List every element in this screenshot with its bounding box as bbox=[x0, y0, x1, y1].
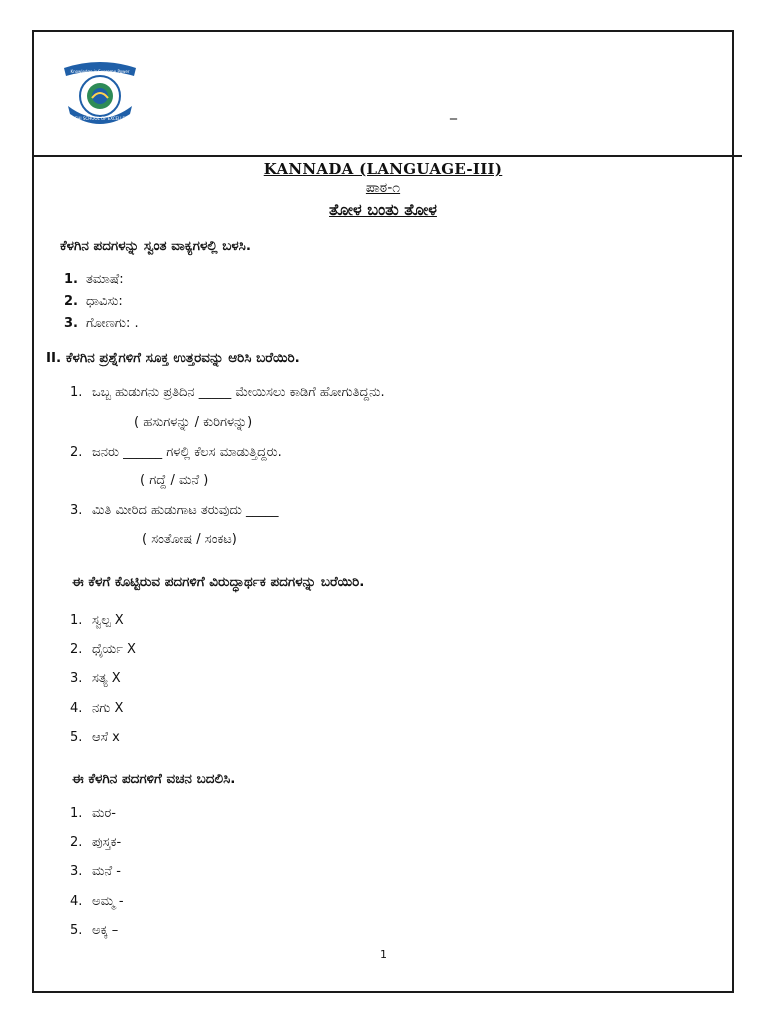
item-text: ಜನರು ______ ಗಳಲ್ಲಿ ಕೆಲಸ ಮಾಡುತ್ತಿದ್ದರು. bbox=[92, 445, 282, 460]
answer-options: ( ಸಂತೋಷ / ಸಂಕಟ) bbox=[142, 532, 237, 547]
item-text: ಧಾವಿಸು: bbox=[86, 294, 123, 309]
list-item bbox=[64, 316, 139, 331]
list-item bbox=[64, 272, 124, 287]
item-number: 2. bbox=[70, 445, 83, 460]
item-number: 4. bbox=[70, 701, 83, 716]
title-block bbox=[32, 160, 734, 220]
item-text: ಮಿತಿ ಮೀರಿದ ಹುಡುಗಾಟ ತರುವುದು _____ bbox=[92, 503, 279, 518]
item-number: 3. bbox=[70, 503, 83, 518]
header-dash: _ bbox=[450, 104, 457, 120]
section2-heading: II. ಕೆಳಗಿನ ಪ್ರಶ್ನೆಗಳಿಗೆ ಸೂಕ್ತ ಉತ್ತರವನ್ನು ಆರಿಸಿ ಬರೆಯಿರಿ. bbox=[46, 350, 300, 366]
item-text: ಅಕ್ಕ – bbox=[92, 923, 119, 938]
list-item bbox=[70, 613, 124, 628]
item-number: 3. bbox=[70, 864, 83, 879]
item-text: ಗೋಣಗು: . bbox=[86, 316, 139, 331]
list-item bbox=[70, 730, 120, 745]
section1-heading: ಕೆಳಗಿನ ಪದಗಳನ್ನು ಸ್ವಂತ ವಾಕ್ಯಗಳಲ್ಲಿ ಬಳಸಿ. bbox=[60, 238, 251, 254]
list-item bbox=[70, 642, 136, 657]
list-item bbox=[70, 701, 123, 716]
item-number: 2. bbox=[70, 835, 83, 850]
list-item bbox=[70, 503, 278, 518]
item-number: 5. bbox=[70, 730, 83, 745]
answer-options: ( ಗದ್ದೆ / ಮನೆ ) bbox=[140, 473, 209, 488]
list-item bbox=[70, 835, 121, 850]
item-number: 1. bbox=[70, 613, 83, 628]
crest-motto: Knowledge is Supreme Power bbox=[70, 69, 130, 74]
list-item bbox=[64, 294, 123, 309]
subject-title: KANNADA (LANGUAGE-III) bbox=[263, 160, 503, 178]
item-text: ಪುಸ್ತಕ- bbox=[92, 835, 122, 850]
item-number: 1. bbox=[70, 385, 83, 400]
item-text: ಮರ- bbox=[92, 806, 116, 821]
crest-name: VYDEHI SCHOOL OF EXCELLENCE bbox=[66, 116, 134, 121]
item-number: 1. bbox=[64, 272, 78, 287]
item-text: ಸ್ವಲ್ಪ X bbox=[92, 613, 124, 628]
item-number: 1. bbox=[70, 806, 83, 821]
list-item bbox=[70, 806, 116, 821]
item-number: 5. bbox=[70, 923, 83, 938]
item-text: ಒಬ್ಬ ಹುಡುಗನು ಪ್ರತಿದಿನ _____ ಮೇಯಿಸಲು ಕಾಡಿಗೆ ಹೋಗುತಿದ್ದನು. bbox=[92, 385, 385, 400]
item-text: ಮನೆ - bbox=[92, 864, 121, 879]
item-text: ಅಮ್ಮ - bbox=[92, 894, 124, 909]
answer-options: ( ಹಸುಗಳನ್ನು / ಕುರಿಗಳನ್ನು) bbox=[134, 415, 253, 430]
item-text: ನಗು X bbox=[92, 701, 124, 716]
list-item bbox=[70, 923, 118, 938]
item-text: ಧೈರ್ಯ X bbox=[92, 642, 136, 657]
chapter-title: ತೋಳ ಬಂತು ತೋಳ bbox=[329, 200, 437, 219]
school-crest-icon bbox=[60, 58, 140, 128]
item-number: 4. bbox=[70, 894, 83, 909]
lesson-number: ಪಾಠ-೧ bbox=[365, 180, 401, 196]
item-number: 3. bbox=[70, 671, 83, 686]
list-item bbox=[70, 894, 124, 909]
item-text: ತಮಾಷೆ: bbox=[86, 272, 124, 287]
list-item bbox=[70, 445, 282, 460]
list-item bbox=[70, 864, 121, 879]
item-text: ಸತ್ಯ X bbox=[92, 671, 121, 686]
section4-heading: ಈ ಕೆಳಗಿನ ಪದಗಳಿಗೆ ವಚನ ಬದಲಿಸಿ. bbox=[72, 771, 236, 787]
list-item bbox=[70, 671, 121, 686]
item-text: ಆಸೆ x bbox=[92, 730, 120, 745]
list-item bbox=[70, 385, 385, 400]
item-number: 3. bbox=[64, 316, 78, 331]
item-number: 2. bbox=[70, 642, 83, 657]
page-number: 1 bbox=[380, 948, 387, 961]
item-number: 2. bbox=[64, 294, 78, 309]
header-divider bbox=[32, 155, 742, 157]
section3-heading: ಈ ಕೆಳಗೆ ಕೊಟ್ಟಿರುವ ಪದಗಳಿಗೆ ವಿರುದ್ಧಾರ್ಥಕ ಪದಗಳನ್ನು ಬರೆಯಿರಿ. bbox=[72, 574, 365, 590]
